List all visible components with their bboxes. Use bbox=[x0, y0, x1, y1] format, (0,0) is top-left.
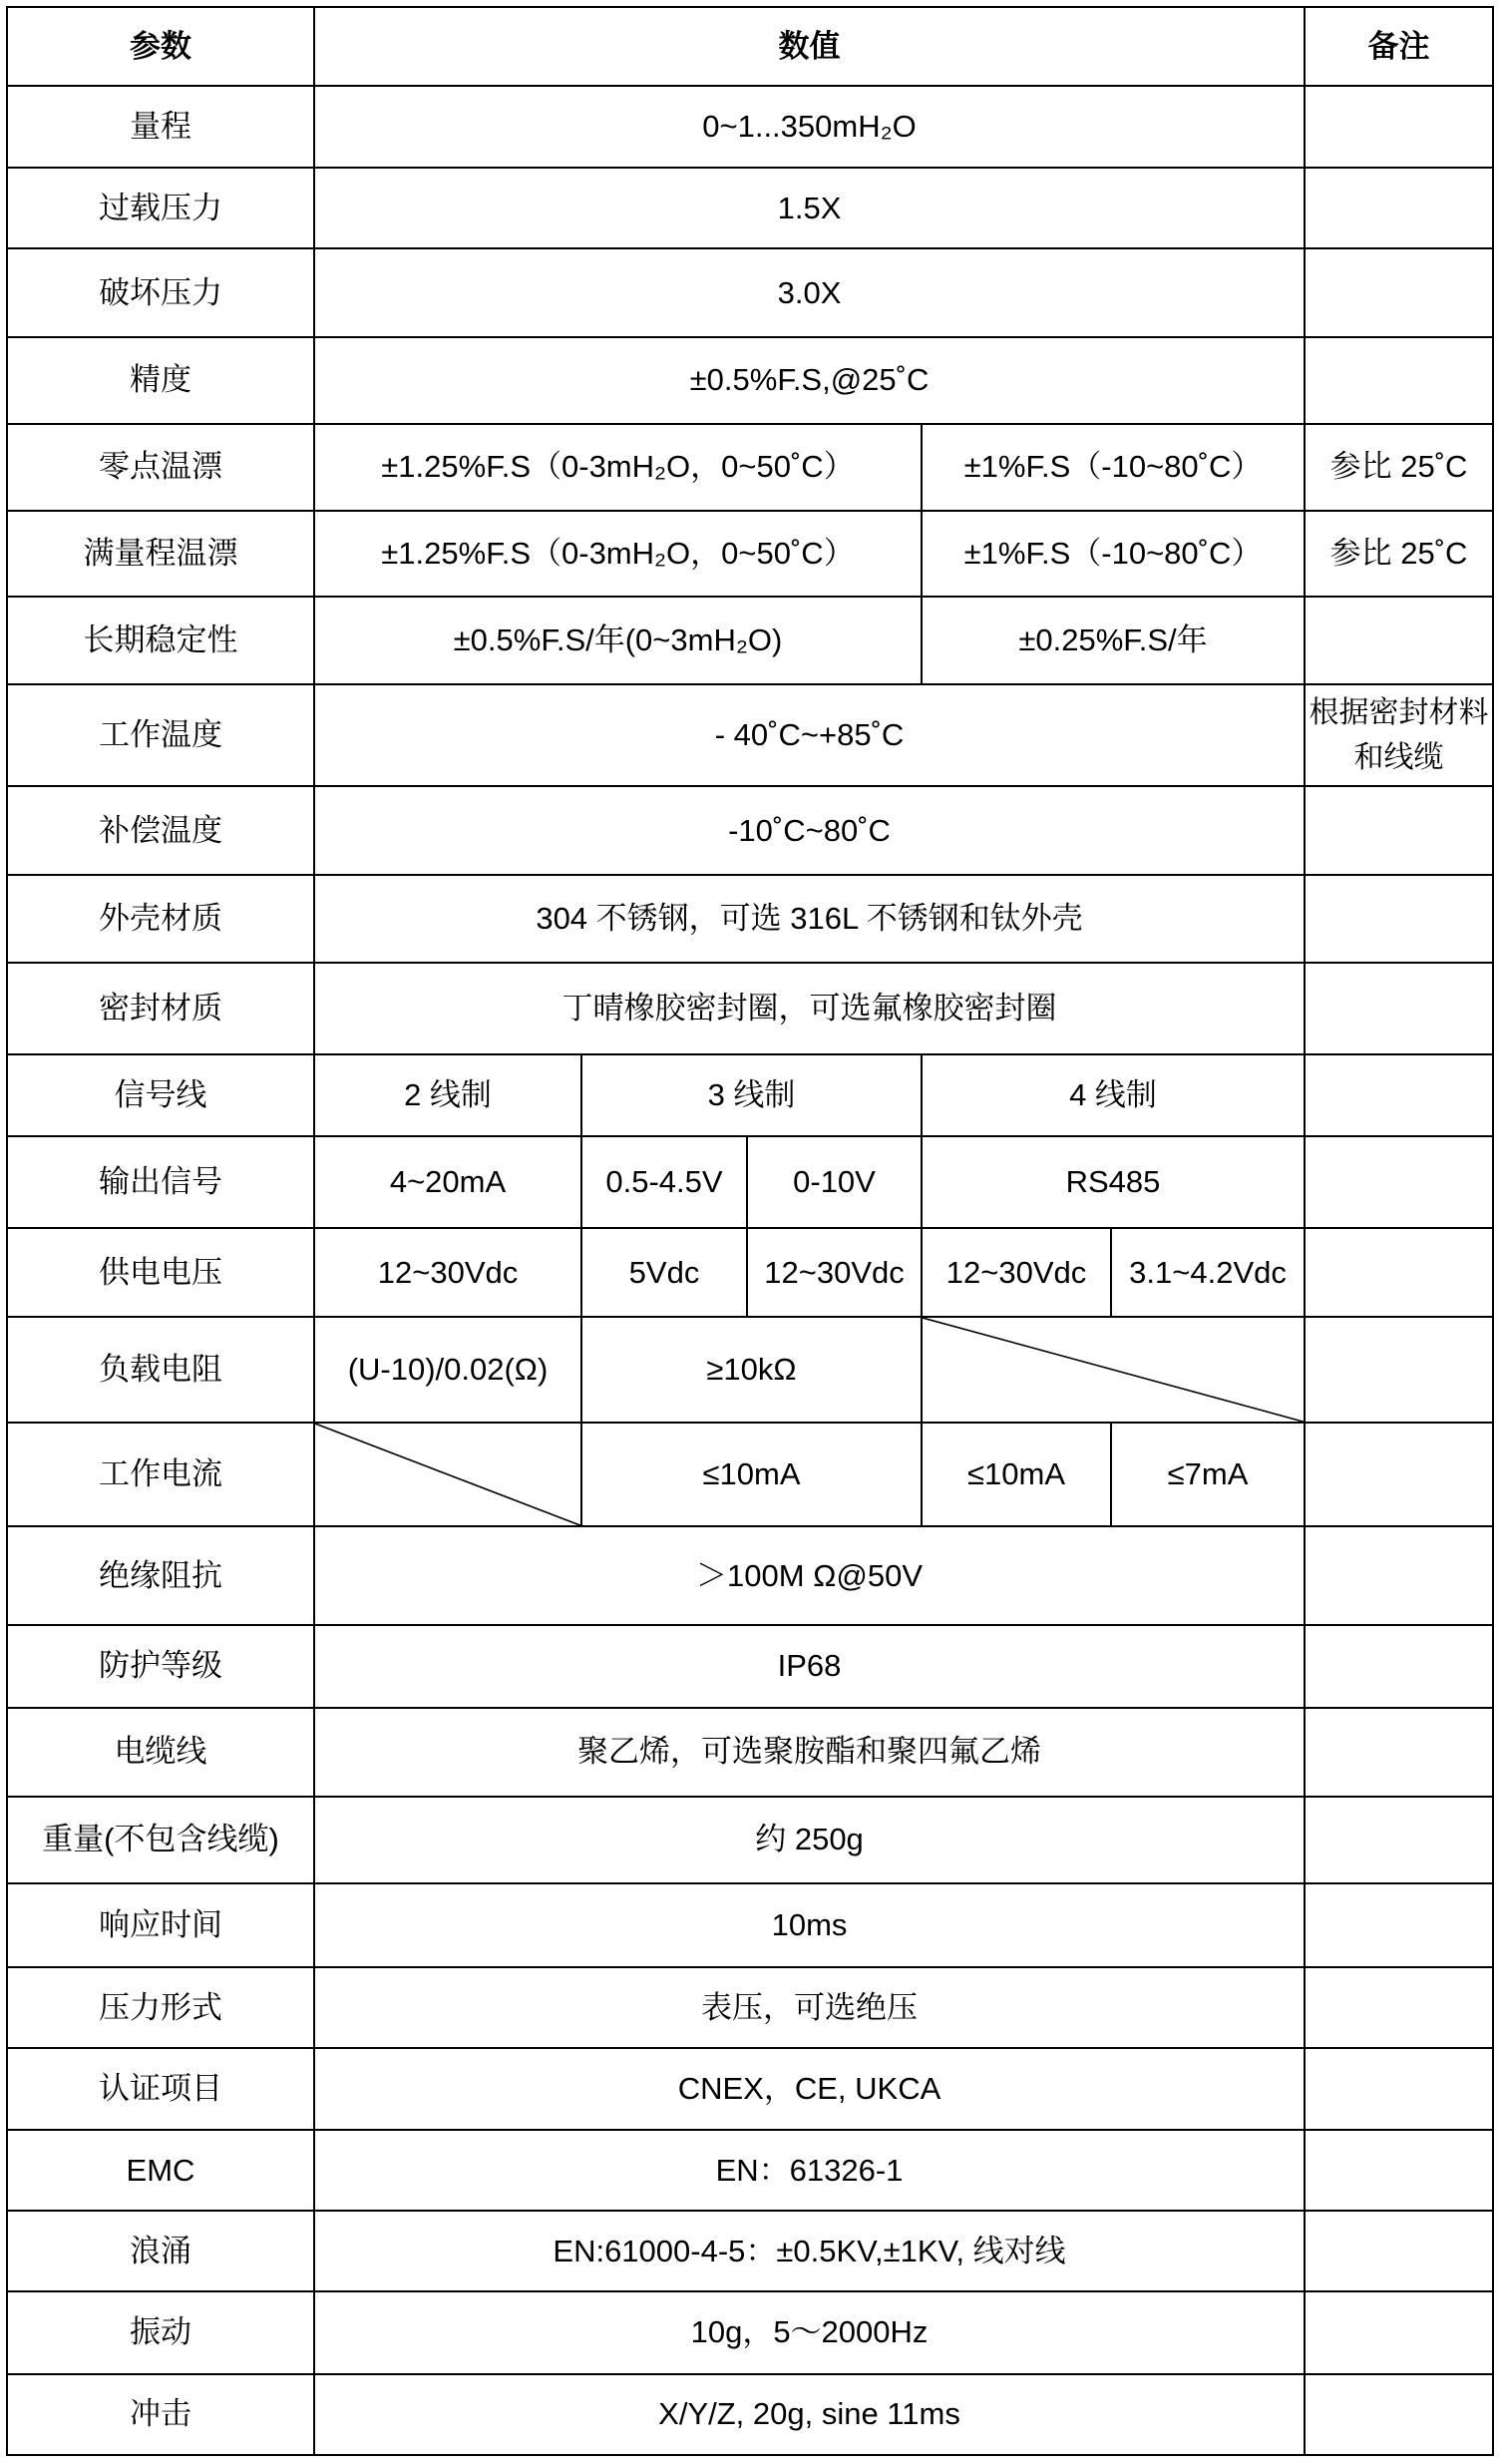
table-row bbox=[7, 1423, 1493, 1526]
row-value: ＞100M Ω@50V bbox=[314, 1526, 1305, 1624]
table-row bbox=[7, 963, 1493, 1054]
table-row bbox=[7, 2130, 1493, 2211]
row-note bbox=[1305, 1708, 1493, 1797]
output-0-5-4-5v: 0.5-4.5V bbox=[581, 1136, 747, 1228]
row-note bbox=[1305, 786, 1493, 875]
supply-cell: 12~30Vdc bbox=[314, 1228, 581, 1317]
row-note: 参比 25˚C bbox=[1305, 511, 1493, 597]
table-row bbox=[7, 168, 1493, 248]
table-row bbox=[7, 2291, 1493, 2374]
table-row bbox=[7, 786, 1493, 875]
row-label: 防护等级 bbox=[7, 1625, 314, 1708]
row-value: 304 不锈钢，可选 316L 不锈钢和钛外壳 bbox=[314, 875, 1305, 962]
row-value: 10ms bbox=[314, 1883, 1305, 1967]
row-value-b: ±0.25%F.S/年 bbox=[922, 597, 1305, 684]
table-row bbox=[7, 1136, 1493, 1228]
header-row bbox=[7, 7, 1493, 86]
table-row bbox=[7, 1054, 1493, 1136]
row-note bbox=[1305, 168, 1493, 248]
row-value: CNEX，CE, UKCA bbox=[314, 2048, 1305, 2130]
row-value: 约 250g bbox=[314, 1797, 1305, 1883]
value-column-header: 数值 bbox=[314, 7, 1305, 86]
table-row bbox=[7, 2048, 1493, 2130]
table-row bbox=[7, 424, 1493, 511]
row-value-b: ±1%F.S（-10~80˚C） bbox=[922, 424, 1305, 511]
row-note bbox=[1305, 2130, 1493, 2211]
row-label: 破坏压力 bbox=[7, 248, 314, 336]
four-wire-cell: 4 线制 bbox=[922, 1054, 1305, 1136]
table-row bbox=[7, 2374, 1493, 2455]
diagonal-slash bbox=[923, 1318, 1304, 1422]
row-label: 工作电流 bbox=[7, 1423, 314, 1526]
row-note bbox=[1305, 1797, 1493, 1883]
table-row bbox=[7, 875, 1493, 962]
current-cell: ≤7mA bbox=[1111, 1423, 1305, 1526]
row-value: 10g，5～2000Hz bbox=[314, 2291, 1305, 2374]
row-label: 长期稳定性 bbox=[7, 597, 314, 684]
row-label: 密封材质 bbox=[7, 963, 314, 1054]
row-note bbox=[1305, 2291, 1493, 2374]
table-row bbox=[7, 2211, 1493, 2290]
table-row bbox=[7, 86, 1493, 168]
table-row bbox=[7, 1967, 1493, 2048]
row-label: 重量(不包含线缆) bbox=[7, 1797, 314, 1883]
not-applicable-cell bbox=[314, 1423, 581, 1526]
row-note bbox=[1305, 86, 1493, 168]
row-note bbox=[1305, 963, 1493, 1054]
table-row bbox=[7, 1883, 1493, 1967]
row-label: 信号线 bbox=[7, 1054, 314, 1136]
not-applicable-cell bbox=[922, 1317, 1305, 1423]
table-row bbox=[7, 1625, 1493, 1708]
row-note: 参比 25˚C bbox=[1305, 424, 1493, 511]
supply-cell: 12~30Vdc bbox=[747, 1228, 922, 1317]
supply-cell: 12~30Vdc bbox=[922, 1228, 1111, 1317]
output-rs485: RS485 bbox=[922, 1136, 1305, 1228]
supply-cell: 5Vdc bbox=[581, 1228, 747, 1317]
row-value: 丁晴橡胶密封圈，可选氟橡胶密封圈 bbox=[314, 963, 1305, 1054]
row-value: ±0.5%F.S,@25˚C bbox=[314, 337, 1305, 424]
row-note bbox=[1305, 1625, 1493, 1708]
table-row bbox=[7, 1317, 1493, 1423]
current-cell: ≤10mA bbox=[922, 1423, 1111, 1526]
row-value: IP68 bbox=[314, 1625, 1305, 1708]
row-value: EN:61000-4-5：±0.5KV,±1KV, 线对线 bbox=[314, 2211, 1305, 2290]
row-value: - 40˚C~+85˚C bbox=[314, 684, 1305, 786]
row-label: 满量程温漂 bbox=[7, 511, 314, 597]
load-cell: ≥10kΩ bbox=[581, 1317, 922, 1423]
row-label: 外壳材质 bbox=[7, 875, 314, 962]
row-note: 根据密封材料和线缆 bbox=[1305, 684, 1493, 786]
row-value: 3.0X bbox=[314, 248, 1305, 336]
param-column-header: 参数 bbox=[7, 7, 314, 86]
row-note bbox=[1305, 2374, 1493, 2455]
two-wire-cell: 2 线制 bbox=[314, 1054, 581, 1136]
table-row bbox=[7, 597, 1493, 684]
row-note bbox=[1305, 1054, 1493, 1136]
row-note bbox=[1305, 1136, 1493, 1228]
diagonal-slash bbox=[315, 1424, 580, 1525]
row-note bbox=[1305, 597, 1493, 684]
row-label: 工作温度 bbox=[7, 684, 314, 786]
row-value: -10˚C~80˚C bbox=[314, 786, 1305, 875]
load-cell: (U-10)/0.02(Ω) bbox=[314, 1317, 581, 1423]
output-4-20ma: 4~20mA bbox=[314, 1136, 581, 1228]
table-row bbox=[7, 337, 1493, 424]
output-0-10v: 0-10V bbox=[747, 1136, 922, 1228]
row-note bbox=[1305, 1967, 1493, 2048]
row-label: 振动 bbox=[7, 2291, 314, 2374]
row-label: 输出信号 bbox=[7, 1136, 314, 1228]
row-value: 0~1...350mH₂O bbox=[314, 86, 1305, 168]
row-label: 压力形式 bbox=[7, 1967, 314, 2048]
row-label: 电缆线 bbox=[7, 1708, 314, 1797]
row-value: EN：61326-1 bbox=[314, 2130, 1305, 2211]
table-row bbox=[7, 1526, 1493, 1624]
row-label: 供电电压 bbox=[7, 1228, 314, 1317]
table-row bbox=[7, 248, 1493, 336]
row-label: 认证项目 bbox=[7, 2048, 314, 2130]
current-cell: ≤10mA bbox=[581, 1423, 922, 1526]
row-label: 响应时间 bbox=[7, 1883, 314, 1967]
row-label: 补偿温度 bbox=[7, 786, 314, 875]
table-row bbox=[7, 684, 1493, 786]
row-note bbox=[1305, 1883, 1493, 1967]
spec-table bbox=[6, 6, 1494, 2456]
row-note bbox=[1305, 1228, 1493, 1317]
three-wire-cell: 3 线制 bbox=[581, 1054, 922, 1136]
row-note bbox=[1305, 1317, 1493, 1423]
row-value: X/Y/Z, 20g, sine 11ms bbox=[314, 2374, 1305, 2455]
row-value-a: ±1.25%F.S（0-3mH₂O，0~50˚C） bbox=[314, 424, 922, 511]
row-label: 浪涌 bbox=[7, 2211, 314, 2290]
row-note bbox=[1305, 1423, 1493, 1526]
row-value-b: ±1%F.S（-10~80˚C） bbox=[922, 511, 1305, 597]
row-value-a: ±1.25%F.S（0-3mH₂O，0~50˚C） bbox=[314, 511, 922, 597]
table-row bbox=[7, 1797, 1493, 1883]
row-label: 零点温漂 bbox=[7, 424, 314, 511]
row-label: 冲击 bbox=[7, 2374, 314, 2455]
row-label: 绝缘阻抗 bbox=[7, 1526, 314, 1624]
note-column-header: 备注 bbox=[1305, 7, 1493, 86]
row-label: EMC bbox=[7, 2130, 314, 2211]
row-note bbox=[1305, 1526, 1493, 1624]
row-note bbox=[1305, 337, 1493, 424]
row-note bbox=[1305, 248, 1493, 336]
row-label: 过载压力 bbox=[7, 168, 314, 248]
table-row bbox=[7, 1708, 1493, 1797]
row-label: 量程 bbox=[7, 86, 314, 168]
row-value: 聚乙烯，可选聚胺酯和聚四氟乙烯 bbox=[314, 1708, 1305, 1797]
row-label: 负载电阻 bbox=[7, 1317, 314, 1423]
table-row bbox=[7, 1228, 1493, 1317]
row-value-a: ±0.5%F.S/年(0~3mH₂O) bbox=[314, 597, 922, 684]
row-note bbox=[1305, 2048, 1493, 2130]
row-label: 精度 bbox=[7, 337, 314, 424]
row-value: 1.5X bbox=[314, 168, 1305, 248]
row-note bbox=[1305, 2211, 1493, 2290]
row-note bbox=[1305, 875, 1493, 962]
supply-cell: 3.1~4.2Vdc bbox=[1111, 1228, 1305, 1317]
table-row bbox=[7, 511, 1493, 597]
row-value: 表压，可选绝压 bbox=[314, 1967, 1305, 2048]
